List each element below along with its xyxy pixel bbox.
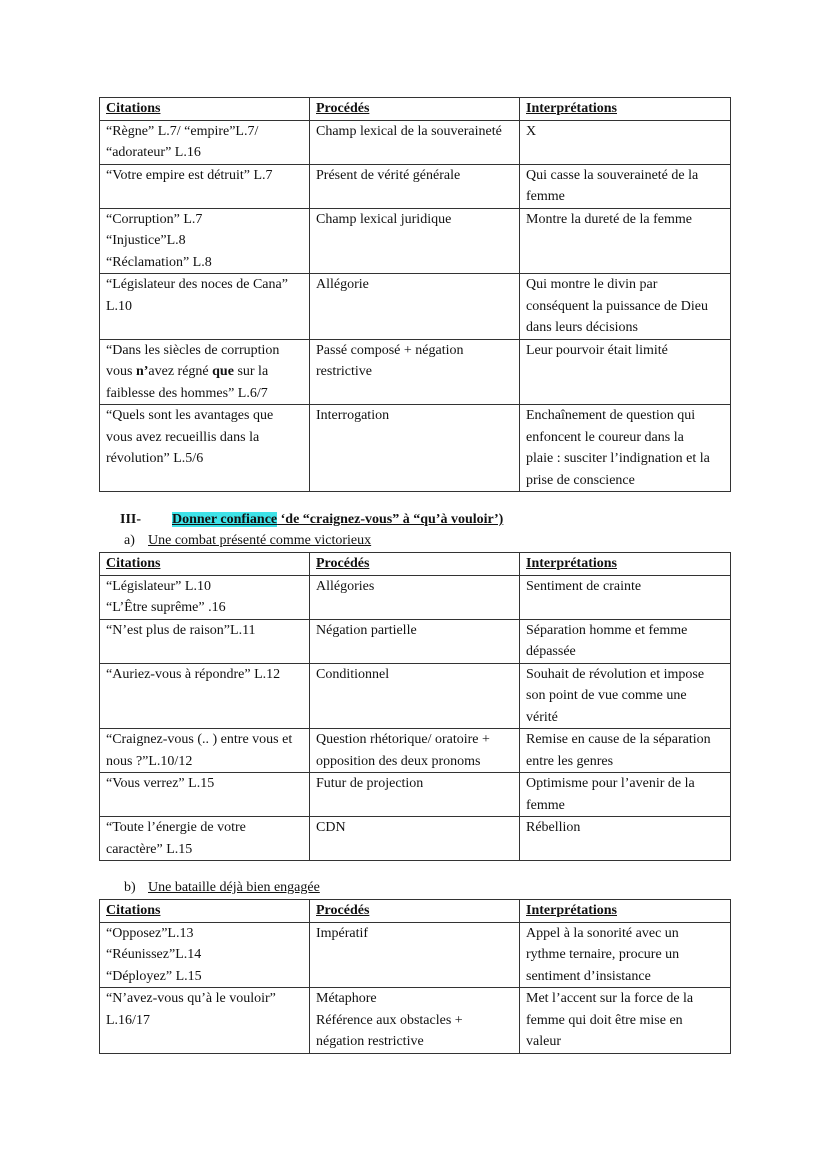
cell-line: négation restrictive [316,1034,424,1049]
cell-line: Remise en cause de la séparation [526,732,711,747]
citation-cell [100,988,310,1054]
cell-line: “Votre empire est détruit” L.7 [106,167,273,183]
analysis-table-3 [99,899,731,1054]
interpretation-cell [520,339,731,405]
citation-cell [100,817,310,861]
procede-cell [310,405,520,492]
cell-line: L.16/17 [106,1012,150,1028]
cell-line: faiblesse des hommes” L.6/7 [106,385,268,401]
table-row [100,274,731,340]
cell-line: “Auriez-vous à répondre” L.12 [106,666,281,682]
interpretation-cell [520,120,731,164]
cell-line: “N’est plus de raison”L.11 [106,622,256,638]
cell-line: “Déployez” L.15 [106,968,202,984]
procede-cell [310,817,520,861]
cell-line: dans leurs décisions [526,320,638,335]
table-header-row [100,900,731,923]
interpretation-cell [520,274,731,340]
header-interpretations: Interprétations [520,553,731,576]
citation-cell [100,773,310,817]
cell-line: Optimisme pour l’avenir de la [526,776,695,791]
cell-line: opposition des deux pronoms [316,753,481,769]
cell-line: Métaphore [316,991,377,1006]
cell-line: “Vous verrez” L.15 [106,776,215,791]
cell-line: Qui montre le divin par [526,277,658,292]
cell-line: révolution” L.5/6 [106,451,204,466]
cell-line: “Injustice”L.8 [106,233,186,248]
header-procedes: Procédés [310,553,520,576]
interpretation-cell [520,817,731,861]
subsection-letter: b) [124,880,136,895]
cell-line: “Craignez-vous (.. ) entre vous et [106,732,293,747]
procede-cell [310,663,520,729]
cell-line: rythme ternaire, procure un [526,947,680,962]
cell-line: prise de conscience [526,472,635,488]
citation-cell [100,922,310,988]
procede-cell [310,208,520,274]
cell-line: son point de vue comme une [526,688,687,703]
cell-line: “Législateur des noces de Cana” [106,277,288,292]
highlighted-title: Donner confiance [172,512,278,527]
table-row [100,663,731,729]
cell-line: Enchaînement de question qui [526,408,696,423]
cell-line: X [526,123,537,139]
subsection-title: Une combat présenté comme victorieux [148,533,372,548]
cell-line: Leur pourvoir était limité [526,342,668,358]
cell-line: Conditionnel [316,666,390,682]
cell-line: Montre la dureté de la femme [526,211,692,227]
cell-line: sentiment d’insistance [526,968,651,984]
table-row [100,773,731,817]
interpretation-cell [520,405,731,492]
cell-line: “Dans les siècles de corruption [106,342,280,358]
interpretation-cell [520,208,731,274]
cell-line: Allégorie [316,277,369,292]
cell-line: vous n’avez régné que sur la [106,364,269,379]
header-procedes: Procédés [310,98,520,121]
interpretation-cell [520,988,731,1054]
cell-line: Futur de projection [316,776,424,791]
cell-line: nous ?”L.10/12 [106,753,193,769]
subsection-b-heading [124,878,320,898]
cell-line: Passé composé + négation [316,342,464,358]
table-header-row [100,98,731,121]
cell-line: Présent de vérité générale [316,167,461,183]
table-row [100,619,731,663]
cell-line: vous avez recueillis dans la [106,429,260,445]
cell-line: Qui casse la souveraineté de la [526,167,699,183]
cell-line: “Toute l’énergie de votre [106,820,246,835]
procede-cell [310,164,520,208]
cell-line: “adorateur” L.16 [106,145,201,160]
interpretation-cell [520,729,731,773]
cell-line: “Législateur” L.10 [106,578,211,594]
procede-cell [310,619,520,663]
cell-line: Impératif [316,925,369,941]
analysis-table-2 [99,552,731,861]
cell-line: CDN [316,820,346,835]
table-row [100,922,731,988]
cell-line: Interrogation [316,408,390,423]
cell-line: “Corruption” L.7 [106,211,203,227]
citation-cell [100,208,310,274]
cell-line: femme qui doit être mise en [526,1012,683,1028]
cell-line: Référence aux obstacles + [316,1012,463,1028]
cell-line: Champ lexical de la souveraineté [316,123,502,139]
table-row [100,817,731,861]
cell-line: valeur [526,1034,561,1049]
citation-cell [100,729,310,773]
cell-line: caractère” L.15 [106,841,193,857]
citation-cell [100,663,310,729]
procede-cell [310,729,520,773]
procede-cell [310,339,520,405]
analysis-table-1 [99,97,731,492]
cell-line: “N’avez-vous qu’à le vouloir” [106,991,276,1006]
section-heading-3 [120,510,503,530]
procede-cell [310,120,520,164]
table-row [100,575,731,619]
cell-line: entre les genres [526,753,614,769]
table-row [100,405,731,492]
subsection-a-heading [124,531,371,551]
interpretation-cell [520,619,731,663]
cell-line: plaie : susciter l’indignation et la [526,451,710,466]
cell-line: Sentiment de crainte [526,578,642,594]
cell-line: Négation partielle [316,622,417,638]
header-interpretations: Interprétations [520,900,731,923]
cell-line: femme [526,189,565,204]
table-row [100,339,731,405]
interpretation-cell [520,773,731,817]
cell-line: L.10 [106,298,133,314]
cell-line: “Réunissez”L.14 [106,947,202,962]
citation-cell [100,619,310,663]
procede-cell [310,274,520,340]
section-number: III- [120,512,142,527]
header-interpretations: Interprétations [520,98,731,121]
interpretation-cell [520,922,731,988]
section-title-rest: ‘de “craignez-vous” à “qu’à vouloir’) [277,512,504,527]
citation-cell [100,339,310,405]
subsection-letter: a) [124,533,135,548]
procede-cell [310,988,520,1054]
cell-line: vérité [526,709,558,725]
interpretation-cell [520,663,731,729]
procede-cell [310,773,520,817]
header-citations: Citations [100,900,310,923]
cell-line: “Réclamation” L.8 [106,254,212,270]
procede-cell [310,922,520,988]
cell-line: Rébellion [526,820,581,835]
cell-line: conséquent la puissance de Dieu [526,298,708,314]
cell-line: dépassée [526,644,576,659]
header-citations: Citations [100,553,310,576]
cell-line: Champ lexical juridique [316,211,452,227]
cell-line: Appel à la sonorité avec un [526,925,679,941]
cell-line: restrictive [316,364,372,379]
subsection-title: Une bataille déjà bien engagée [148,880,320,895]
table-row [100,729,731,773]
header-procedes: Procédés [310,900,520,923]
citation-cell [100,575,310,619]
cell-line: Séparation homme et femme [526,622,688,638]
table-row [100,208,731,274]
header-citations: Citations [100,98,310,121]
citation-cell [100,405,310,492]
table-row [100,120,731,164]
cell-line: Question rhétorique/ oratoire + [316,732,490,747]
cell-line: Met l’accent sur la force de la [526,991,694,1006]
cell-line: Allégories [316,578,375,594]
cell-line: “Quels sont les avantages que [106,408,274,423]
table-row [100,988,731,1054]
interpretation-cell [520,164,731,208]
citation-cell [100,274,310,340]
table-row [100,164,731,208]
citation-cell [100,164,310,208]
cell-line: “L’Être suprême” .16 [106,600,226,615]
cell-line: “Règne” L.7/ “empire”L.7/ [106,123,259,139]
citation-cell [100,120,310,164]
procede-cell [310,575,520,619]
cell-line: “Opposez”L.13 [106,925,194,941]
cell-line: femme [526,797,565,813]
table-header-row [100,553,731,576]
cell-line: Souhait de révolution et impose [526,666,705,682]
interpretation-cell [520,575,731,619]
cell-line: enfoncent le coureur dans la [526,429,684,445]
